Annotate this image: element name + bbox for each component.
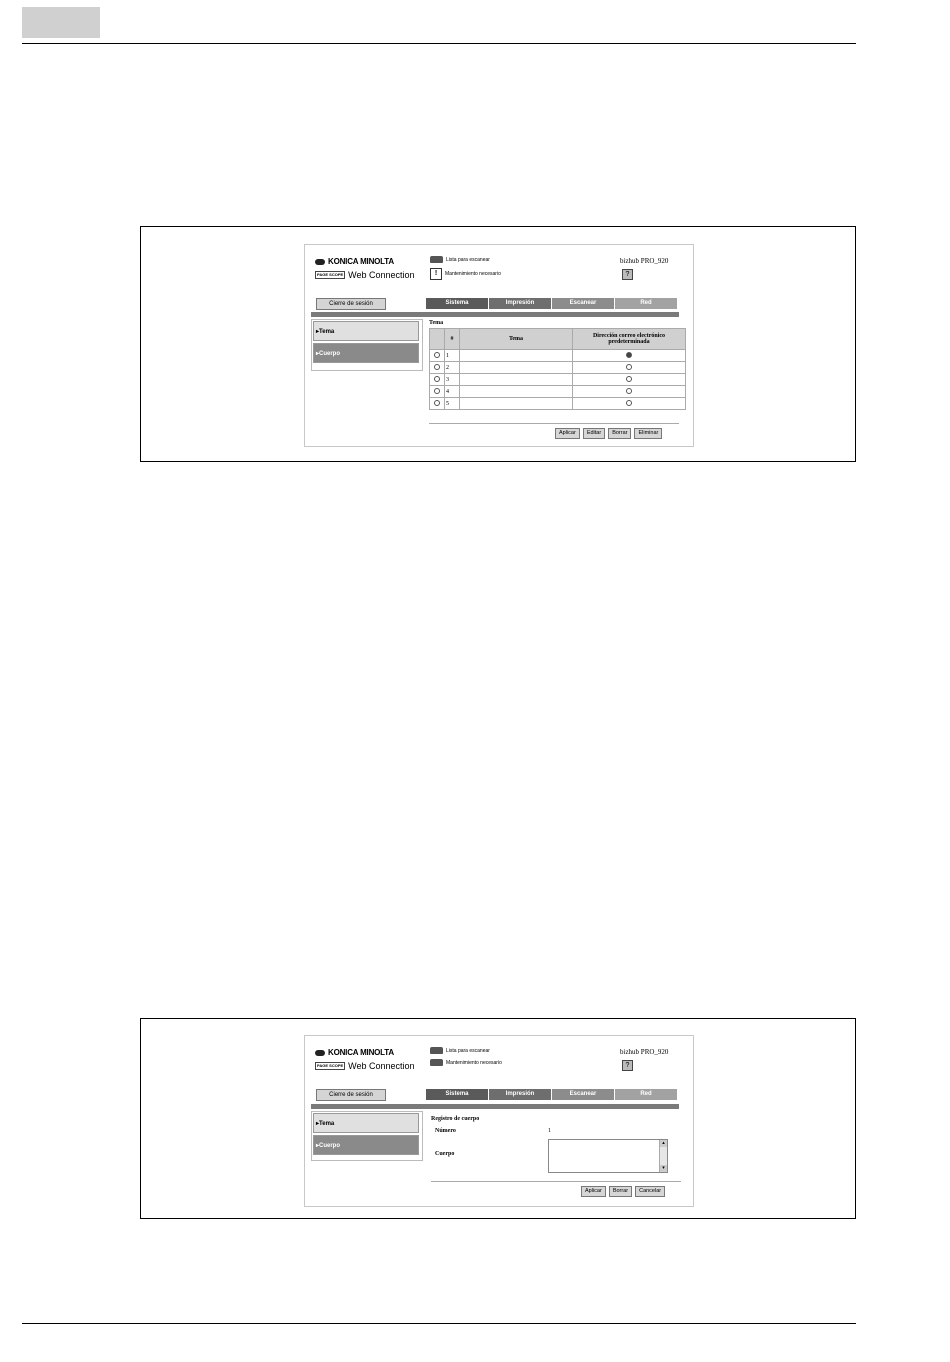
table-row: 1 [430,350,686,362]
edit-button[interactable]: Editar [583,428,605,439]
help-icon[interactable]: ? [622,1060,633,1071]
triangle-right-icon: ▸ [316,1121,320,1127]
clear-button[interactable]: Borrar [608,428,631,439]
row-select-radio[interactable] [434,352,440,358]
tab-sistema[interactable]: Sistema [426,298,488,309]
maintenance-warning-icon: ! [430,268,442,280]
web-connection-screen-cuerpo [304,1035,694,1207]
clear-button[interactable]: Borrar [609,1186,632,1197]
printer-icon [430,256,443,263]
konica-minolta-mark-icon [315,1050,325,1056]
pagescope-icon: PAGE SCOPE [317,272,344,277]
tema-cell [460,398,573,410]
tema-cell [460,374,573,386]
divider [429,423,679,424]
row-select-radio[interactable] [434,388,440,394]
sidebar-item-cuerpo[interactable]: ▸Cuerpo [313,343,419,363]
header-band [311,312,679,317]
cuerpo-label: Cuerpo [435,1151,455,1157]
figure-frame-tema [140,226,856,462]
default-address-radio[interactable] [626,400,632,406]
figure-frame-cuerpo [140,1018,856,1219]
tema-table [429,328,686,410]
action-buttons [581,1186,665,1197]
tab-escanear[interactable]: Escanear [552,298,614,309]
main-tabs [426,1089,677,1100]
numero-value: 1 [548,1128,551,1134]
triangle-right-icon: ▸ [316,351,320,357]
logout-button[interactable]: Cierre de sesión [316,298,386,310]
scroll-down-icon[interactable]: ▾ [660,1165,667,1172]
konica-minolta-mark-icon [315,259,325,265]
table-row: 5 [430,398,686,410]
sidebar [311,319,423,371]
col-select [430,329,445,350]
help-icon[interactable]: ? [622,269,633,280]
tab-red[interactable]: Red [615,1089,677,1100]
web-connection-screen-tema [304,244,694,447]
section-title: Tema [429,320,444,326]
default-address-radio[interactable] [626,388,632,394]
tema-cell [460,386,573,398]
default-address-radio[interactable] [626,376,632,382]
header-band [311,1104,679,1109]
numero-label: Número [435,1128,456,1134]
logout-button[interactable]: Cierre de sesión [316,1089,386,1101]
col-number: # [445,329,460,350]
printer-icon [430,1047,443,1054]
tab-sistema[interactable]: Sistema [426,1089,488,1100]
triangle-right-icon: ▸ [316,1143,320,1149]
col-tema: Tema [460,329,573,350]
maintenance-printer-icon [430,1059,443,1066]
tab-impresion[interactable]: Impresión [489,298,551,309]
row-select-radio[interactable] [434,364,440,370]
sidebar-item-tema[interactable]: ▸Tema [313,321,419,341]
web-connection-logo: PAGE SCOPE Web Connection [317,1061,415,1071]
tab-impresion[interactable]: Impresión [489,1089,551,1100]
apply-button[interactable]: Aplicar [581,1186,606,1197]
tema-cell [460,350,573,362]
main-tabs [426,298,677,309]
device-model: bizhub PRO_920 [620,1048,669,1056]
scroll-up-icon[interactable]: ▴ [660,1140,667,1147]
footer-rule [22,1323,856,1324]
divider [431,1181,681,1182]
action-buttons [555,428,662,439]
table-row: 4 [430,386,686,398]
triangle-right-icon: ▸ [316,329,320,335]
status-maintenance: ! Mantenimiento necesario [430,268,501,280]
table-row: 3 [430,374,686,386]
page-tab-marker [22,7,100,38]
row-select-radio[interactable] [434,376,440,382]
web-connection-logo: PAGE SCOPE Web Connection [317,270,415,280]
cancel-button[interactable]: Cancelar [635,1186,665,1197]
header-rule [22,43,856,44]
default-address-radio[interactable] [626,364,632,370]
status-scan: Lista para escanear [430,256,490,263]
konica-minolta-logo: KONICA MINOLTA [315,257,394,266]
row-select-radio[interactable] [434,400,440,406]
textarea-scrollbar[interactable] [659,1140,667,1172]
table-row: 2 [430,362,686,374]
default-address-radio[interactable] [626,352,632,358]
konica-minolta-logo: KONICA MINOLTA [315,1048,394,1057]
delete-button[interactable]: Eliminar [634,428,662,439]
status-maintenance: Mantenimiento necesario [430,1059,502,1066]
sidebar-item-tema[interactable]: ▸Tema [313,1113,419,1133]
cuerpo-textarea[interactable] [548,1139,668,1173]
tema-cell [460,362,573,374]
tab-escanear[interactable]: Escanear [552,1089,614,1100]
apply-button[interactable]: Aplicar [555,428,580,439]
col-default-address: Dirección correo electrónico predeterminada [573,329,686,350]
sidebar-item-cuerpo[interactable]: ▸Cuerpo [313,1135,419,1155]
device-model: bizhub PRO_920 [620,257,669,265]
pagescope-icon: PAGE SCOPE [317,1063,344,1068]
section-title: Registro de cuerpo [431,1116,480,1122]
sidebar [311,1111,423,1161]
tab-red[interactable]: Red [615,298,677,309]
status-scan: Lista para escanear [430,1047,490,1054]
